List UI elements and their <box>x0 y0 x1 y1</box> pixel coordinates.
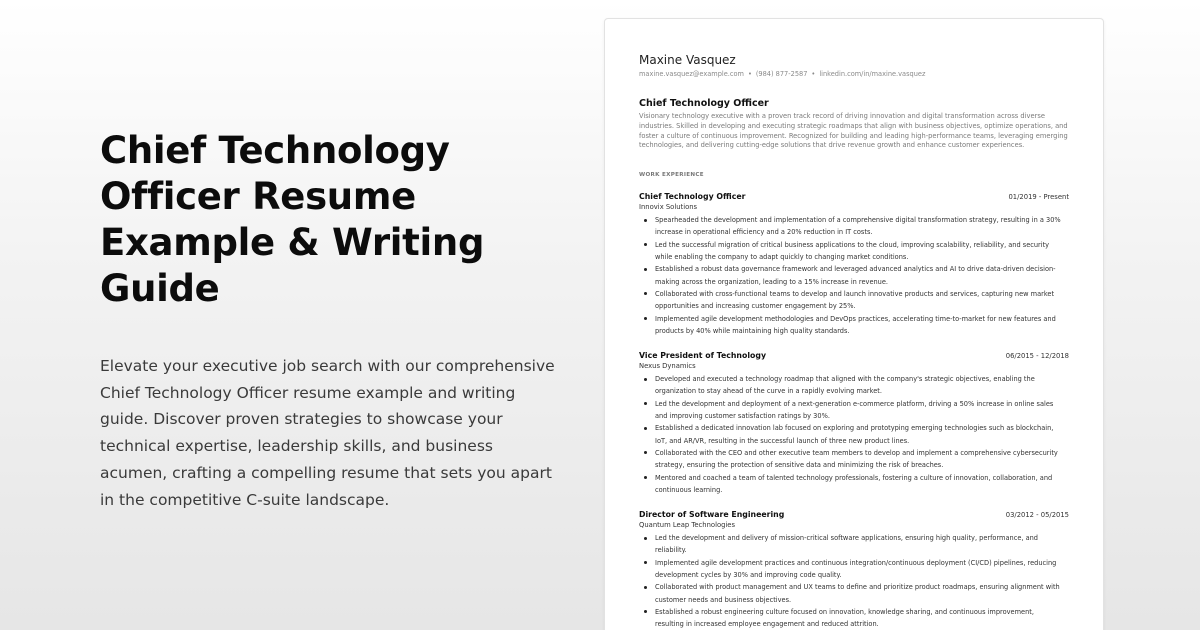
section-heading-work-experience: WORK EXPERIENCE <box>639 172 704 179</box>
contact-linkedin: linkedin.com/in/maxine.vasquez <box>819 70 926 78</box>
job-bullet: Led the successful migration of critical business applications to the cloud, improving scalability, reliability, and security while enabling the company to adapt quickly to changing market conditions. <box>644 239 1064 264</box>
job-bullet: Spearheaded the development and implementation of a comprehensive digital transformation strategy, resulting in a 30% increase in operational efficiency and a 20% reduction in IT costs. <box>644 214 1064 239</box>
job-bullet: Collaborated with product management and UX teams to define and prioritize product roadmaps, ensuring alignment with customer needs and business objectives. <box>644 581 1064 606</box>
job-bullet: Established a dedicated innovation lab focused on exploring and prototyping emerging technologies such as blockchain, IoT, and AR/VR, resulting in the successful launch of three new product lines. <box>644 422 1064 447</box>
job-title: Vice President of Technology <box>639 351 767 361</box>
job-bullet: Developed and executed a technology roadmap that aligned with the company's strategic objectives, enabling the organization to stay ahead of the curve in a rapidly evolving market. <box>644 373 1064 398</box>
contact-phone: (984) 877-2587 <box>755 70 808 78</box>
contact-separator: • <box>747 70 752 78</box>
job-bullet: Led the development and delivery of mission-critical software applications, ensuring high quality, performance, and reliability. <box>644 532 1064 557</box>
job-bullet: Established a robust engineering culture focused on innovation, knowledge sharing, and continuous improvement, resulting in increased employee engagement and reduced attrition. <box>644 606 1064 630</box>
work-experience-list <box>639 192 1069 630</box>
job-bullets <box>639 214 1069 337</box>
job-bullet: Implemented agile development practices and continuous integration/continuous deployment (CI/CD) pipelines, reducing development cycles by 30% and improving code quality. <box>644 557 1064 582</box>
job-company: Quantum Leap Technologies <box>639 521 736 530</box>
resume-summary: Visionary technology executive with a proven track record of driving innovation and digital transformation across diverse industries. Skilled in developing and executing strategic roadmaps that align with business objectives, optimize operations, and foster a culture of continuous improvement. Recognized for building and leading high-performance teams, leveraging emerging technologies, and delivering cutting-edge solutions that drive revenue growth and enhance customer experiences. <box>639 112 1068 150</box>
job-bullet: Collaborated with cross-functional teams to develop and launch innovative products and services, capturing new market opportunities and increasing customer engagement by 25%. <box>644 288 1064 313</box>
job-company: Nexus Dynamics <box>639 362 696 371</box>
job-entry <box>639 192 1069 337</box>
job-bullet: Established a robust data governance framework and leveraged advanced analytics and AI to drive data-driven decision-making across the organization, leading to a 15% increase in revenue. <box>644 263 1064 288</box>
job-title: Chief Technology Officer <box>639 192 746 202</box>
job-bullets <box>639 373 1069 496</box>
job-entry <box>639 510 1069 630</box>
job-entry <box>639 351 1069 496</box>
page-title: Chief Technology Officer Resume Example & Writing Guide <box>100 129 485 310</box>
resume-contact <box>639 70 1069 78</box>
job-title: Director of Software Engineering <box>639 510 785 520</box>
job-bullet: Led the development and deployment of a next-generation e-commerce platform, driving a 50% increase in online sales and improving customer satisfaction ratings by 30%. <box>644 398 1064 423</box>
resume-name: Maxine Vasquez <box>639 53 736 67</box>
resume-preview <box>604 18 1104 630</box>
job-header <box>639 192 1069 201</box>
job-bullet: Collaborated with the CEO and other executive team members to develop and implement a comprehensive cybersecurity strategy, ensuring the protection of sensitive data and minimizing the risk of breaches. <box>644 447 1064 472</box>
page-description: Elevate your executive job search with our comprehensive Chief Technology Officer resume example and writing guide. Discover proven strategies to showcase your technical expertise, leadership skills, and business acumen, crafting a compelling resume that sets you apart in the competitive C-suite landscape. <box>100 357 555 509</box>
job-dates: 01/2019 - Present <box>1008 193 1069 202</box>
job-dates: 03/2012 - 05/2015 <box>1005 511 1069 520</box>
job-header <box>639 351 1069 360</box>
job-bullet: Implemented agile development methodologies and DevOps practices, accelerating time-to-market for new features and products by 40% while maintaining high quality standards. <box>644 313 1064 338</box>
job-bullet: Mentored and coached a team of talented technology professionals, fostering a culture of innovation, collaboration, and continuous learning. <box>644 472 1064 497</box>
job-header <box>639 510 1069 519</box>
job-dates: 06/2015 - 12/2018 <box>1005 352 1069 361</box>
contact-separator: • <box>811 70 816 78</box>
contact-email: maxine.vasquez@example.com <box>639 70 744 78</box>
hero-section <box>100 128 560 513</box>
resume-title: Chief Technology Officer <box>639 98 769 109</box>
job-company: Innovix Solutions <box>639 203 698 212</box>
job-bullets <box>639 532 1069 630</box>
